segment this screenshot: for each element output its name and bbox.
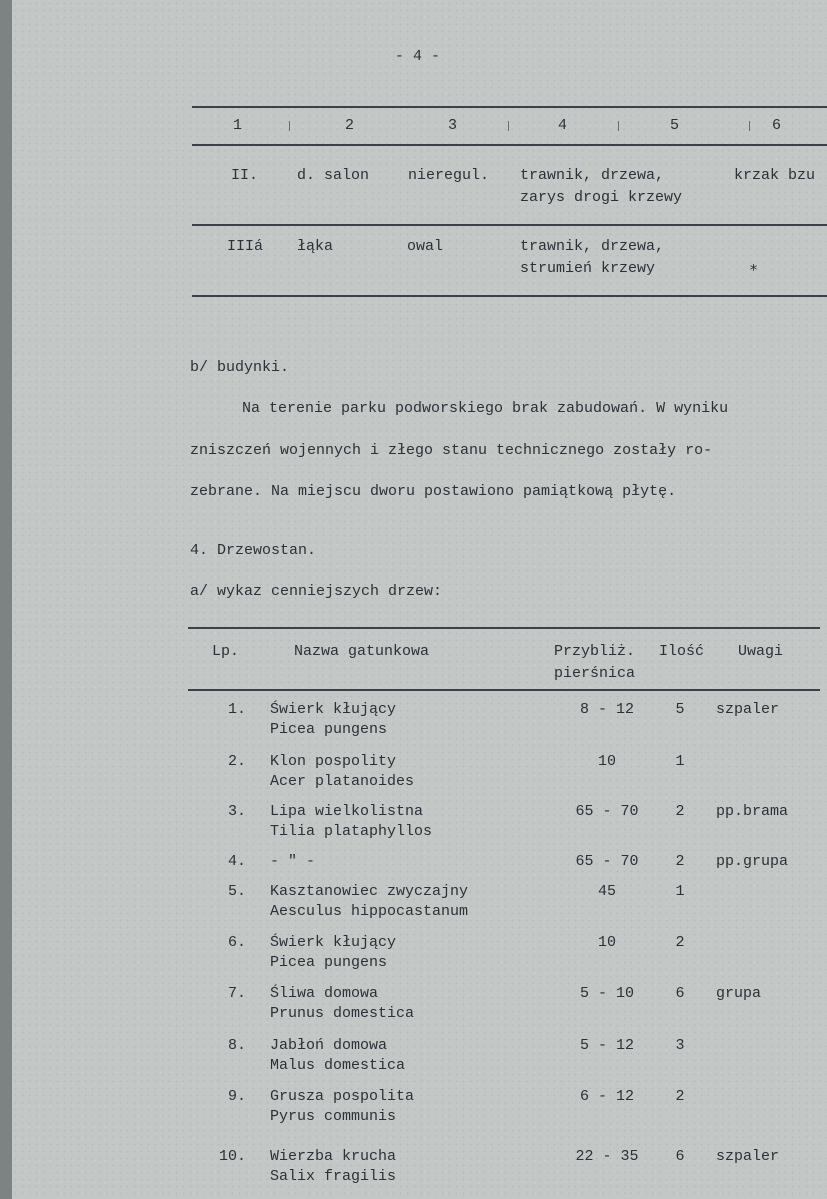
tree-polish-name: Lipa wielkolistna bbox=[270, 803, 424, 820]
features-line-2: strumień krzewy bbox=[520, 260, 656, 277]
tree-table-rule-header bbox=[188, 689, 820, 691]
paragraph-line: Na terenie parku podworskiego brak zabudowań. W wyniku bbox=[242, 400, 729, 417]
tree-circumference: 8 - 12 bbox=[579, 701, 634, 718]
tree-table-rule-top bbox=[188, 627, 820, 629]
tree-latin-name: Pyrus communis bbox=[270, 1108, 397, 1125]
column-separator bbox=[749, 121, 750, 131]
tree-quantity: 6 bbox=[675, 985, 685, 1002]
tree-quantity: 2 bbox=[675, 803, 685, 820]
header-notes: Uwagi bbox=[738, 643, 784, 660]
features-line-1: trawnik, drzewa, bbox=[520, 167, 665, 184]
page-left-edge bbox=[0, 0, 12, 1199]
document-page bbox=[12, 0, 827, 1199]
tree-quantity: 1 bbox=[675, 883, 685, 900]
room-shape: nieregul. bbox=[408, 167, 490, 184]
tree-quantity: 5 bbox=[675, 701, 685, 718]
tree-polish-name: Wierzba krucha bbox=[270, 1148, 397, 1165]
asterisk-mark: ∗ bbox=[749, 260, 759, 277]
tree-lp: 6. bbox=[227, 934, 246, 951]
section-4-heading: 4. Drzewostan. bbox=[190, 542, 317, 559]
tree-lp: 3. bbox=[227, 803, 246, 820]
tree-notes: grupa bbox=[716, 985, 762, 1002]
tree-quantity: 1 bbox=[675, 753, 685, 770]
column-separator bbox=[618, 121, 619, 131]
page-number: - 4 - bbox=[395, 48, 441, 65]
tree-quantity: 2 bbox=[675, 853, 685, 870]
tree-polish-name: Grusza pospolita bbox=[270, 1088, 415, 1105]
tree-lp: 10. bbox=[218, 1148, 246, 1165]
tree-notes: pp.brama bbox=[716, 803, 789, 820]
header-circumference-2: pierśnica bbox=[554, 665, 636, 682]
shrub-note: krzak bzu bbox=[734, 167, 816, 184]
tree-latin-name: Malus domestica bbox=[270, 1057, 406, 1074]
features-line-1: trawnik, drzewa, bbox=[520, 238, 665, 255]
tree-latin-name: Picea pungens bbox=[270, 721, 388, 738]
tree-lp: 8. bbox=[227, 1037, 246, 1054]
tree-circumference: 65 - 70 bbox=[575, 853, 639, 870]
paragraph-line: zebrane. Na miejscu dworu postawiono pamiątkową płytę. bbox=[190, 483, 677, 500]
tree-circumference: 10 bbox=[597, 934, 616, 951]
tree-circumference: 5 - 12 bbox=[579, 1037, 634, 1054]
tree-lp: 4. bbox=[227, 853, 246, 870]
column-number: 1 bbox=[233, 117, 243, 134]
row-number: II. bbox=[231, 167, 259, 184]
tree-quantity: 2 bbox=[675, 1088, 685, 1105]
tree-circumference: 5 - 10 bbox=[579, 985, 634, 1002]
room-shape: owal bbox=[407, 238, 444, 255]
column-separator bbox=[508, 121, 509, 131]
top-table-rule-4 bbox=[192, 295, 827, 297]
tree-polish-name: Kasztanowiec zwyczajny bbox=[270, 883, 469, 900]
header-species: Nazwa gatunkowa bbox=[294, 643, 430, 660]
top-table-rule-1 bbox=[192, 106, 827, 108]
tree-lp: 2. bbox=[227, 753, 246, 770]
tree-notes: szpaler bbox=[716, 701, 780, 718]
tree-polish-name: Śliwa domowa bbox=[270, 985, 379, 1002]
tree-lp: 7. bbox=[227, 985, 246, 1002]
column-separator bbox=[289, 121, 290, 131]
tree-latin-name: Salix fragilis bbox=[270, 1168, 397, 1185]
tree-latin-name: Prunus domestica bbox=[270, 1005, 415, 1022]
tree-lp: 1. bbox=[227, 701, 246, 718]
tree-circumference: 6 - 12 bbox=[579, 1088, 634, 1105]
section-4-subheading: a/ wykaz cenniejszych drzew: bbox=[190, 583, 443, 600]
column-number: 2 bbox=[345, 117, 355, 134]
room-name: d. salon bbox=[297, 167, 370, 184]
column-number: 3 bbox=[448, 117, 458, 134]
tree-quantity: 6 bbox=[675, 1148, 685, 1165]
column-number: 4 bbox=[558, 117, 568, 134]
tree-notes: pp.grupa bbox=[716, 853, 789, 870]
header-circumference: Przybliż. bbox=[554, 643, 636, 660]
tree-circumference: 45 bbox=[597, 883, 616, 900]
tree-polish-name: Świerk kłujący bbox=[270, 934, 397, 951]
tree-latin-name: Tilia plataphyllos bbox=[270, 823, 433, 840]
paragraph-line: zniszczeń wojennych i złego stanu technicznego zostały ro- bbox=[190, 442, 713, 459]
column-number: 6 bbox=[772, 117, 782, 134]
tree-lp: 5. bbox=[227, 883, 246, 900]
tree-circumference: 22 - 35 bbox=[575, 1148, 639, 1165]
column-number: 5 bbox=[670, 117, 680, 134]
room-name: łąka bbox=[297, 238, 334, 255]
tree-quantity: 3 bbox=[675, 1037, 685, 1054]
tree-circumference: 10 bbox=[597, 753, 616, 770]
tree-polish-name: - " - bbox=[270, 853, 316, 870]
top-table-rule-3 bbox=[192, 224, 827, 226]
row-number: IIIá bbox=[227, 238, 264, 255]
tree-latin-name: Picea pungens bbox=[270, 954, 388, 971]
top-table-rule-2 bbox=[192, 144, 827, 146]
tree-polish-name: Świerk kłujący bbox=[270, 701, 397, 718]
section-b-heading: b/ budynki. bbox=[190, 359, 290, 376]
header-lp: Lp. bbox=[212, 643, 240, 660]
tree-polish-name: Klon pospolity bbox=[270, 753, 397, 770]
features-line-2: zarys drogi krzewy bbox=[520, 189, 683, 206]
header-quantity: Ilość bbox=[659, 643, 705, 660]
tree-lp: 9. bbox=[227, 1088, 246, 1105]
tree-quantity: 2 bbox=[675, 934, 685, 951]
tree-latin-name: Aesculus hippocastanum bbox=[270, 903, 469, 920]
tree-circumference: 65 - 70 bbox=[575, 803, 639, 820]
tree-notes: szpaler bbox=[716, 1148, 780, 1165]
tree-latin-name: Acer platanoides bbox=[270, 773, 415, 790]
tree-polish-name: Jabłoń domowa bbox=[270, 1037, 388, 1054]
